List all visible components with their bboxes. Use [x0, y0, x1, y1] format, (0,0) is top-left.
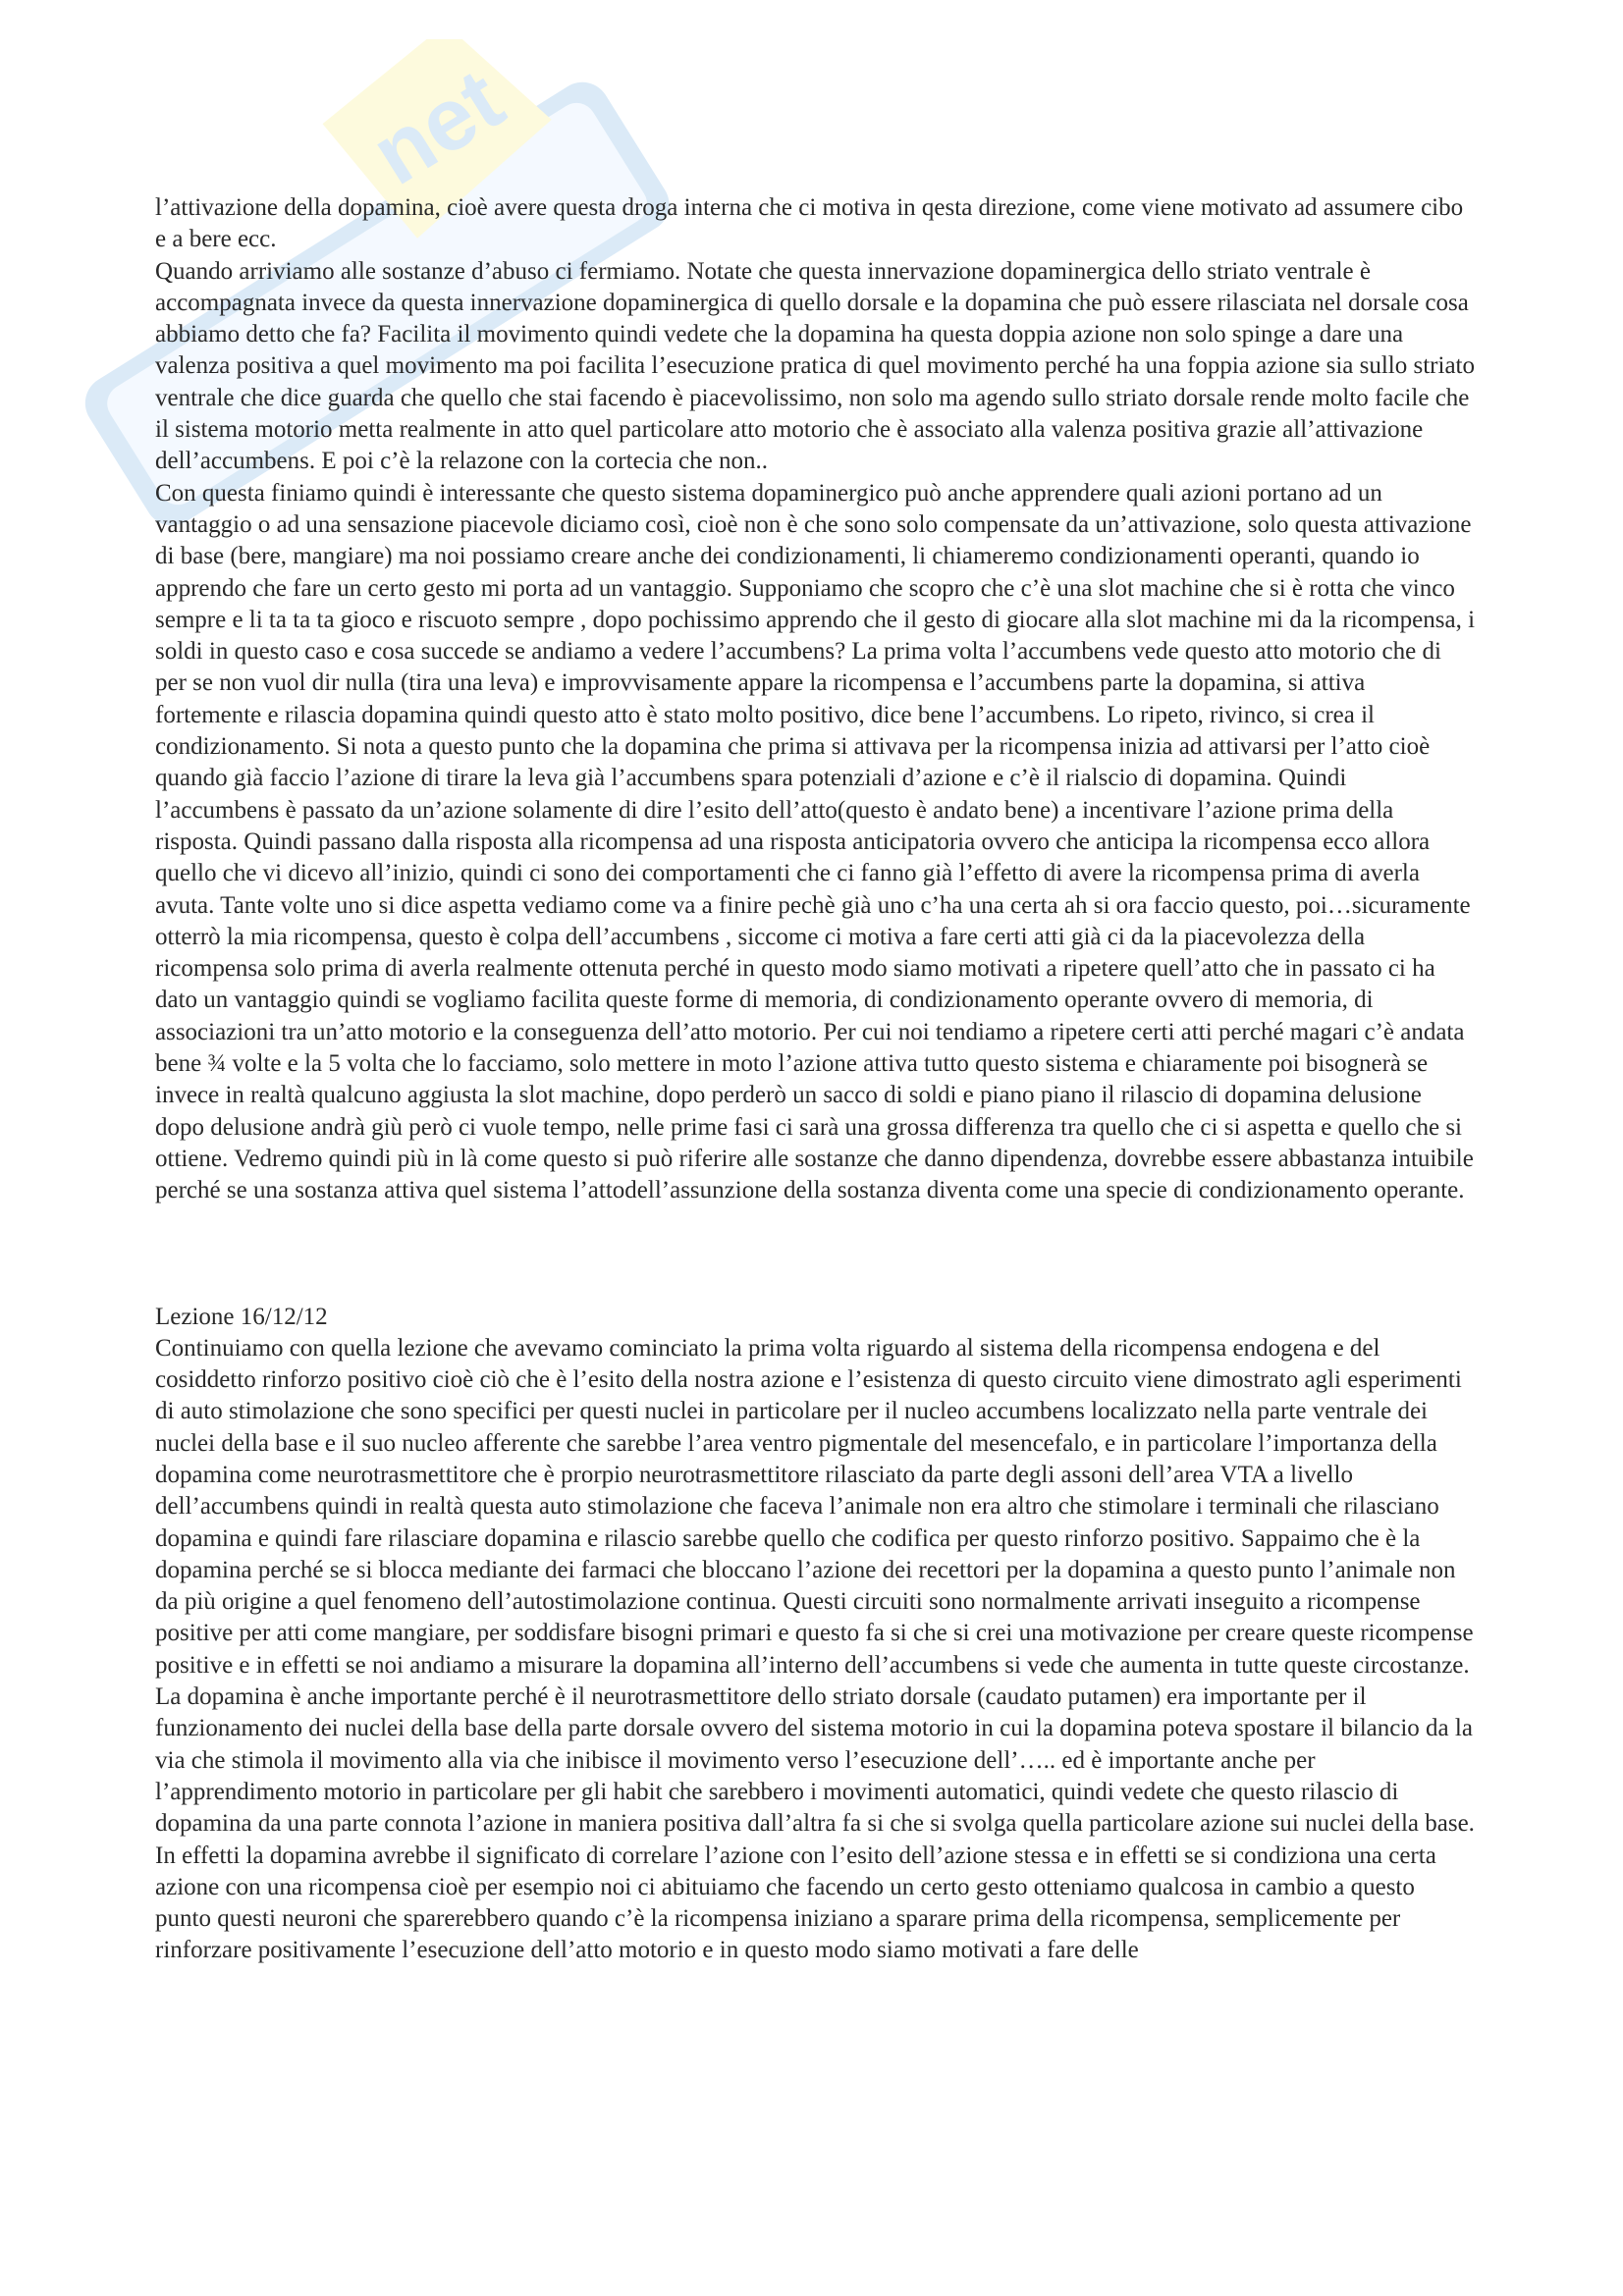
- lesson-heading: Lezione 16/12/12: [155, 1303, 328, 1330]
- paragraph: l’attivazione della dopamina, cioè avere questa droga interna che ci motiva in qesta direzione, come viene motivato ad assumere cibo e a bere ecc.: [155, 194, 1464, 253]
- section-lesson: [155, 1302, 1476, 1967]
- section-continuation: [155, 192, 1476, 1207]
- document-body: [155, 192, 1476, 1967]
- paragraph: Continuiamo con quella lezione che avevamo cominciato la prima volta riguardo al sistema della ricompensa endogena e del cosiddetto rinforzo positivo cioè ciò che è l’esito della nostra azione e l’esistenza di questo circuito viene dimostrato agli esperimenti di auto stimolazione che sono specifici per questi nuclei in particolare per il nucleo accumbens localizzato nella parte ventrale dei nuclei della base e il suo nucleo afferente che sarebbe l’area ventro pigmentale del mesencefalo, e in particolare l’importanza della dopamina come neurotrasmettitore che è prorpio neurotrasmettitore rilasciato da parte degli assoni dell’area VTA a livello dell’accumbens quindi in realtà questa auto stimolazione che faceva l’animale non era altro che stimolare i terminali che rilasciano dopamina e quindi fare rilasciare dopamina e rilascio sarebbe quello che codifica per questo rinforzo positivo. Sappaimo che è la dopamina perché se si blocca mediante dei farmaci che bloccano l’azione dei recettori per la dopamina a questo punto l’animale non da più origine a quel fenomeno dell’autostimolazione continua. Questi circuiti sono normalmente arrivati inseguito a ricompense positive per atti come mangiare, per soddisfare bisogni primari e questo fa si che si crei una motivazione per creare queste ricompense positive e in effetti se noi andiamo a misurare la dopamina all’interno dell’accumbens si vede che aumenta in tutte queste circostanze. La dopamina è anche importante perché è il neurotrasmettitore dello striato dorsale (caudato putamen) era importante per il funzionamento dei nuclei della base della parte dorsale ovvero del sistema motorio in cui la dopamina poteva spostare il bilancio da la via che stimola il movimento alla via che inibisce il movimento verso l’esecuzione dell’….. ed è importante anche per l’apprendimento motorio in particolare per gli habit che sarebbero i movimenti automatici, quindi vedete che questo rilascio di dopamina da una parte connota l’azione in maniera positiva dall’altra fa si che si svolga quella particolare azione sui nuclei della base. In effetti la dopamina avrebbe il significato di correlare l’azione con l’esito dell’azione stessa e in effetti se si condiziona una certa azione con una ricompensa cioè per esempio noi ci abituiamo che facendo un certo gesto otteniamo qualcosa in cambio a questo punto questi neuroni che sparerebbero quando c’è la ricompensa iniziano a sparare prima della ricompensa, semplicemente per rinforzare positivamente l’esecuzione dell’atto motorio e in questo modo siamo motivati a fare delle: [155, 1334, 1475, 1964]
- section-spacer: [155, 1207, 1476, 1302]
- paragraph: Quando arriviamo alle sostanze d’abuso ci fermiamo. Notate che questa innervazione dopaminergica dello striato ventrale è accompagnata invece da questa innervazione dopaminergica di quello dorsale e la dopamina che può essere rilasciata nel dorsale cosa abbiamo detto che fa? Facilita il movimento quindi vedete che la dopamina ha questa doppia azione non solo spinge a dare una valenza positiva a quel movimento ma poi facilita l’esecuzione pratica di quel movimento perché ha una foppia azione sia sullo striato ventrale che dice guarda che quello che stai facendo è piacevolissimo, non solo ma agendo sullo striato dorsale rende molto facile che il sistema motorio metta realmente in atto quel particolare atto motorio che è associato alla valenza positiva grazie all’attivazione dell’accumbens. E poi c’è la relazone con la cortecia che non..: [155, 257, 1475, 475]
- watermark-text: net: [354, 50, 520, 204]
- paragraph: Con questa finiamo quindi è interessante che questo sistema dopaminergico può anche apprendere quali azioni portano ad un vantaggio o ad una sensazione piacevole diciamo così, cioè non è che sono solo compensate da un’attivazione, solo questa attivazione di base (bere, mangiare) ma noi possiamo creare anche dei condizionamenti, li chiameremo condizionamenti operanti, quando io apprendo che fare un certo gesto mi porta ad un vantaggio. Supponiamo che scopro che c’è una slot machine che si è rotta che vinco sempre e li ta ta ta gioco e riscuoto sempre , dopo pochissimo apprendo che il gesto di giocare alla slot machine mi da la ricompensa, i soldi in questo caso e cosa succede se andiamo a vedere l’accumbens? La prima volta l’accumbens vede questo atto motorio che di per se non vuol dir nulla (tira una leva) e improvvisamente appare la ricompensa e l’accumbens parte la dopamina, si attiva fortemente e rilascia dopamina quindi questo atto è stato molto positivo, dice bene l’accumbens. Lo ripeto, rivinco, si crea il condizionamento. Si nota a questo punto che la dopamina che prima si attivava per la ricompensa inizia ad attivarsi per l’atto cioè quando già faccio l’azione di tirare la leva già l’accumbens spara potenziali d’azione e c’è il rialscio di dopamina. Quindi l’accumbens è passato da un’azione solamente di dire l’esito dell’atto(questo è andato bene) a incentivare l’azione prima della risposta. Quindi passano dalla risposta alla ricompensa ad una risposta anticipatoria ovvero che anticipa la ricompensa ecco allora quello che vi dicevo all’inizio, quindi ci sono dei comportamenti che ci fanno già l’effetto di avere la ricompensa prima di averla avuta. Tante volte uno si dice aspetta vediamo come va a finire pechè già uno c’ha una certa ah si ora faccio questo, poi…sicuramente otterrò la mia ricompensa, questo è colpa dell’accumbens , siccome ci motiva a fare certi atti già ci da la piacevolezza della ricompensa solo prima di averla realmente ottenuta perché in questo modo siamo motivati a ripetere quell’atto che in passato ci ha dato un vantaggio quindi se vogliamo facilita queste forme di memoria, di condizionamento operante ovvero di memoria, di associazioni tra un’atto motorio e la conseguenza dell’atto motorio. Per cui noi tendiamo a ripetere certi atti perché magari c’è andata bene ¾ volte e la 5 volta che lo facciamo, solo mettere in moto l’azione attiva tutto questo sistema e chiaramente poi bisognerà se invece in realtà qualcuno aggiusta la slot machine, dopo perderò un sacco di soldi e piano piano il rilascio di dopamina delusione dopo delusione andrà giù però ci vuole tempo, nelle prime fasi ci sarà una grossa differenza tra quello che ci si aspetta e quello che si ottiene. Vedremo quindi più in là come questo si può riferire alle sostanze che danno dipendenza, dovrebbe essere abbastanza intuibile perché se una sostanza attiva quel sistema l’attodell’assunzione della sostanza diventa come una specie di condizionamento operante.: [155, 479, 1476, 1204]
